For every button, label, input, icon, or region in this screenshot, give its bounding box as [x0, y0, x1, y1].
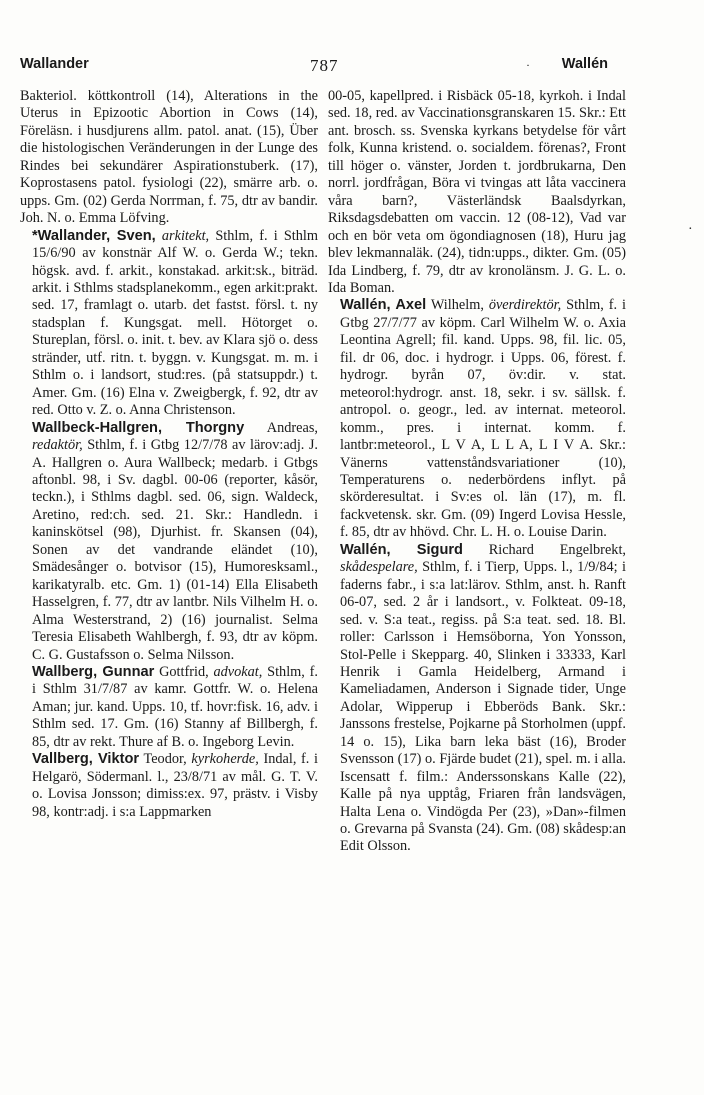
entry-name: Wallén, Sigurd	[340, 541, 463, 558]
entry-wallbeck-hallgren	[20, 420, 318, 664]
header-dot: ·	[526, 58, 530, 72]
entry-name: Wallén, Axel	[340, 297, 427, 314]
entry-wallen-sigurd	[328, 542, 626, 856]
entry-vallberg-viktor	[20, 751, 318, 821]
header-left-word: Wallander	[20, 56, 89, 72]
header-right-word: Wallén	[561, 56, 608, 72]
entry-text: Indal, f. i Helgarö, Södermanl. l., 23/8/71 av mål. G. T. V. o. Lovisa Jonsson; dimiss:ex. 97, prästv. i Visby 98, kontr:adj. i s:a Lappmarken	[32, 751, 318, 820]
entry-occupation: redaktör,	[32, 437, 83, 454]
entry-text: Sthlm, f. i Sthlm 15/6/90 av konstnär Alf W. o. Gerda W.; tekn. högsk. avd. f. arkit., konstakad. arkit:sk., biträd. arkit. i Sthlms stadsplanekomm., egen arkit:prakt. sed. 17, framlagt o. utarb. det fastst. försl. t. ny stadsplan f. Kungsgat. mell. Hötorget o. Stureplan, försl. o. init. t. bev. av Klara sjö o. dess stränder, utf. ritn. t. byggn. v. Kungsgat. m. m. i Sthlm o. i landsort, stud:res. (på statsuppdr.) t. Amer. Gm. (16) Elna v. Zweigbergk, f. 92, dtr av red. Otto v. Z. o. Anna Christenson.	[32, 227, 319, 419]
entry-occupation: kyrkoherde,	[191, 751, 259, 768]
entry-text: Sthlm, f. i Gtbg 12/7/78 av lärov:adj. J. A. Hallgren o. Aura Wallbeck; medarb. i Gtbgs aftonbl. 98, i Sv. dagbl. 00-06 (reporter, kåsör, teckn.), i Sthlms dagbl. sed. 06, sign. Waldeck, Aretino, red:ch. sed. 21. Skr.: Handledn. i kaninskötsel (98), Djurhist. fr. Skansen (04), Sonen av det vandrande eländet (10), Smädesånger o. botvisor (15), Humoresksaml., karikatyralb. etc. Gm. 1) (01-14) Ella Elisabeth Hasselgren, f. 77, dtr av lantbr. Nils Vilhelm H. o. Alma Westerstrand, 2) (16) journalist. Selma Teresia Elisabeth Wahlbergh, f. 93, dtr av köpm. C. G. Gustafsson o. Selma Nilsson.	[32, 437, 318, 663]
entry-text: Sthlm, f. i Gtbg 27/7/77 av köpm. Carl Wilhelm W. o. Axia Leontina Agrell; fil. kand. Upps. 98, fil. lic. 05, fil. dr 06, doc. i hydrogr. i Upps. 06, förest. f. hydrogr. byrån 07, öv:dir. v. stat. meteorol:hydrogr. anst. 18, sekr. i sv. sällsk. f. antropol. o. geogr., led. av internat. meteorol. komm., pres. i internat. komm. f. lantbr:meteorol., L V A, L L A, L I V A. Skr.: Vänerns vattenståndsvariationer (10), Temperaturens o. nederbördens inflyt. på skörderesultat. i Sv:es ol. län (17), m. fl. fackvetensk. skr. Gm. (09) Ingerd Lovisa Hessle, f. 85, dtr av hhövd. Chr. L. H. o. Louise Darin.	[340, 297, 626, 541]
page-number: 787	[310, 56, 339, 75]
entry-occupation: skådespelare,	[340, 559, 418, 576]
entry-text: Sthlm, f. i Tierp, Upps. l., 1/9/84; i faderns fabr., i s:a lat:lärov. Sthlm, anst. h. Ranft 06-07, sed. 2 år i landsort., v. Folkteat. 09-18, sed. v. S:a teat., regiss. på S:a teat. sed. 18. Bl. roller: Carlsson i Hemsöborna, Yon Yonsson, Stol-Pelle i Skepparg. 40, Slinken i 33333, Karl Henrik i Gamla Heidelberg, Armand i Kameliadamen, Anderson i Signade tider, Unge Adolar, Wipperup i Ebberöds Bank. Skr.: Janssons frestelse, Pojkarne på Storholmen (uppf. 14 o. 15), Lika barn leka bäst (16), Broder Svensson (17) o. Fjärde budet (21), spel. m. i alla. Iscensatt f. film.: Anderssonskans Kalle (22), Kalle på nya upptåg, Friaren från landsvägen, Halta Lena o. Vindögda Per (23), »Dan»-filmen o. Grevarna på Svansta (24). Gm. (08) skådesp:an Edit Olsson.	[340, 559, 626, 855]
entry-name: *Wallander, Sven,	[32, 227, 156, 244]
margin-mark: ·	[688, 222, 693, 237]
continued-entry-text: Bakteriol. köttkontroll (14), Alterations in the Uterus in Epizootic Abortion in Cows (14), Föreläsn. i husdjurens allm. patol. anat. (15), Über die histologischen Veränderungen in der Lunge des Rindes bei sekundärer Aspirationstuberk. (17), Koprostasens patol. fysiologi (22), smärre arb. o. upps. Gm. (02) Gerda Norrman, f. 75, dtr av bandir. Joh. N. o. Emma Löfving.	[20, 88, 318, 227]
entry-wallberg-gunnar	[20, 664, 318, 751]
continued-entry-text: 00-05, kapellpred. i Risbäck 05-18, kyrkoh. i Indal sed. 18, red. av Vaccinationsgranskaren 15. Skr.: Ett ant. brosch. ss. Svenska kyrkans betydelse för vårt folk, Kunna kristend. o. socialdem. förenas?, Front till höger o. vänster, Jorden t. jordbrukarna, Den norrl. jordfrågan, Böra vi tvingas att låta vaccinera våra barn?, Västerländsk Baalsdyrkan, Riksdagsdebatten om vaccin. 12 (08-12), Vad var och en bör veta om ögondiagnosen (18), Huru jag blev lekmannaläk. (24), tidn:upps., dikter. Gm. (05) Ida Lindberg, f. 79, dtr av kronolänsm. J. G. L. o. Ida Boman.	[328, 88, 626, 296]
entry-occupation: överdirektör,	[488, 297, 562, 314]
page-header	[20, 56, 608, 78]
entry-occupation: advokat,	[213, 663, 263, 680]
entry-text: Sthlm, f. i Sthlm 31/7/87 av kamr. Gottfr. W. o. Helena Aman; jur. kand. Upps. 10, tf. hovr:fisk. 16, adv. i Sthlm sed. 17. Gm. (16) Stanny af Billbergh, f. 85, dtr av rekt. Thure af B. o. Ingeborg Levin.	[32, 663, 318, 750]
entry-wallen-axel	[328, 297, 626, 541]
entry-given-names: Gottfrid,	[159, 663, 209, 680]
entry-wallander-sven	[20, 228, 318, 420]
entry-given-names: Andreas,	[266, 419, 318, 436]
entry-name: Vallberg, Viktor	[32, 751, 140, 768]
entry-occupation: arkitekt,	[161, 227, 210, 244]
entry-name: Wallbeck-Hallgren, Thorgny	[32, 419, 245, 436]
left-column	[20, 88, 318, 821]
entry-given-names: Richard Engelbrekt,	[488, 541, 626, 558]
entry-given-names: Teodor,	[143, 751, 187, 768]
entry-given-names: Wilhelm,	[430, 297, 484, 314]
right-column	[328, 88, 626, 856]
entry-name: Wallberg, Gunnar	[32, 663, 155, 680]
